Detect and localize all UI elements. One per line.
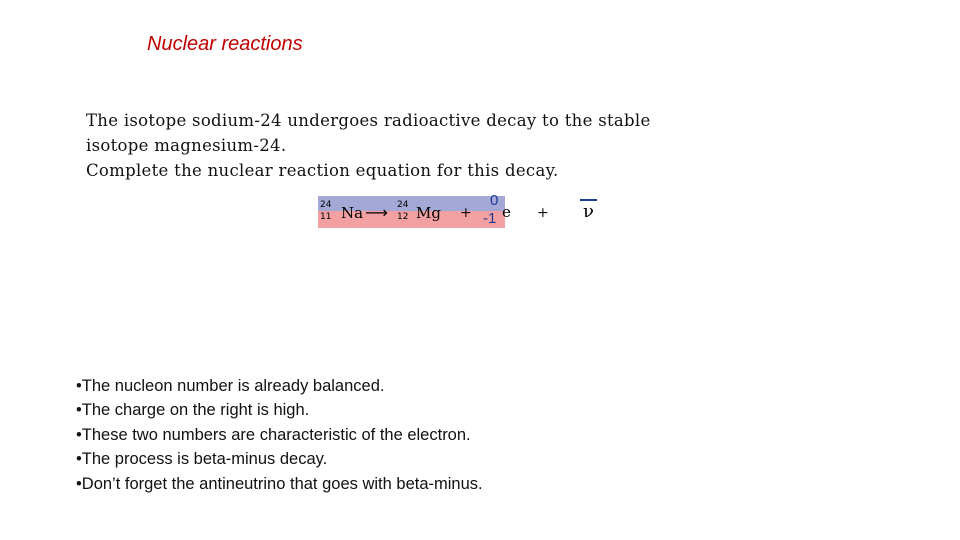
antineutrino-symbol: ν [583,201,594,222]
question-line: Complete the nuclear reaction equation for this decay. [86,161,559,180]
magnesium-mass-number: 24 [397,200,409,210]
bullet-list [76,374,483,496]
slide-title: Nuclear reactions [147,33,303,55]
reaction-arrow: ⟶ [365,203,388,222]
bullet-item: •The charge on the right is high. [76,401,310,420]
plus-sign: + [460,205,472,221]
sodium-mass-number: 24 [320,200,332,210]
sodium-symbol: Na [341,204,364,222]
electron-mass-number: 0 [490,192,499,209]
magnesium-atomic-number: 12 [397,212,409,222]
question-line: isotope magnesium-24. [86,136,287,155]
sodium-atomic-number: 11 [320,212,332,222]
plus-sign: + [537,205,549,221]
electron-charge-number: -1 [483,210,497,227]
bullet-item: •Don’t forget the antineutrino that goes with beta-minus. [76,474,483,493]
nuclear-equation [318,192,594,228]
bullet-item: •The process is beta-minus decay. [76,450,328,469]
bullet-item: •The nucleon number is already balanced. [76,377,385,395]
magnesium-symbol: Mg [416,204,441,222]
bullet-item: •These two numbers are characteristic of the electron. [76,425,471,444]
question-line: The isotope sodium-24 undergoes radioactive decay to the stable [86,111,651,130]
question-text [86,108,651,183]
electron-symbol: e [502,203,511,221]
